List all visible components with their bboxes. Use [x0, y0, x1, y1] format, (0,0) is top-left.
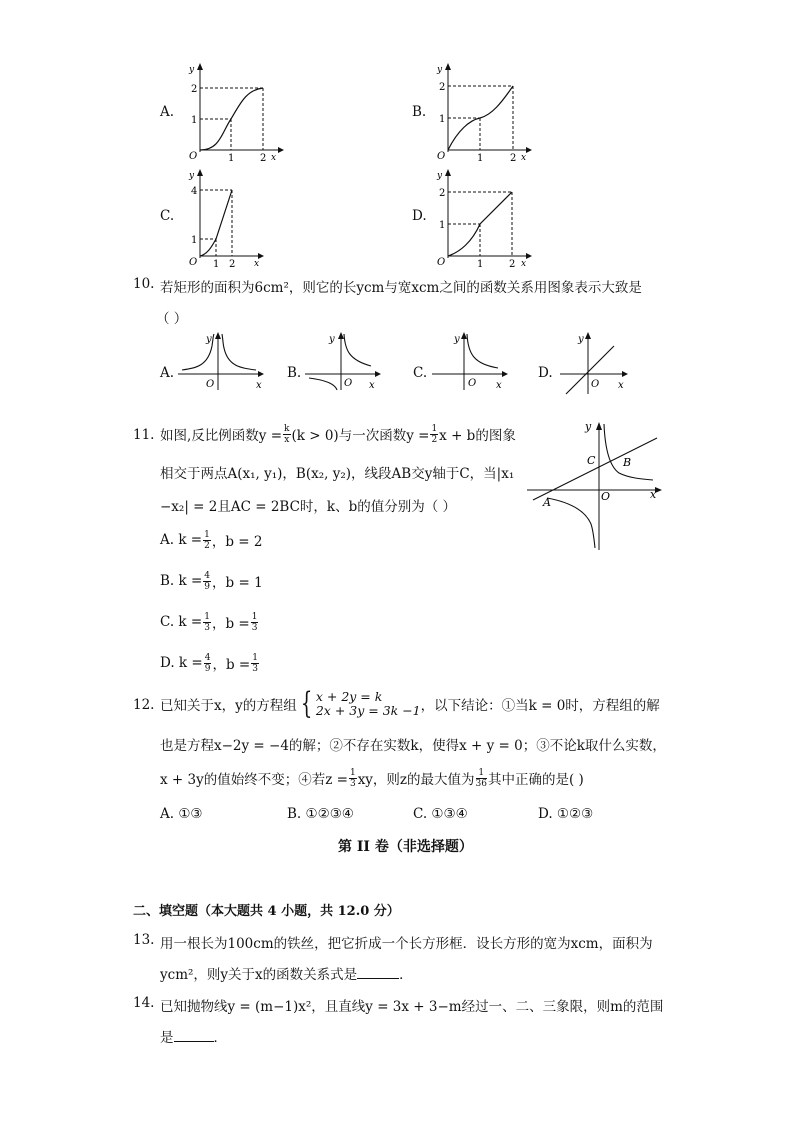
q10a-y: y [206, 334, 212, 345]
graph-d-origin: O [437, 257, 446, 268]
q9-option-b-label[interactable]: B. [412, 104, 427, 120]
q12-line-1 [160, 686, 660, 722]
q12-line1-a: 已知关于x，y的方程组 [160, 698, 297, 714]
graph-c-tick-x2: 2 [229, 259, 236, 270]
q10c-o: O [468, 378, 477, 389]
q12-option-b[interactable]: B. ①②③④ [287, 806, 354, 822]
q13-line-2: ycm²，则y关于x的函数关系式是 ． [160, 967, 413, 983]
q10b-o: O [344, 378, 353, 389]
q10d-y: y [578, 334, 584, 345]
q12-line-2: 也是方程x−2y = −4的解；②不存在实数k，使得x + y = 0；③不论k取什么实数， [160, 738, 666, 754]
q9-option-d-label[interactable]: D. [412, 208, 427, 224]
section-2-title: 二、填空题（本大题共 4 小题，共 12.0 分） [133, 904, 400, 919]
q11-fig-o: O [601, 490, 611, 503]
graph-d-y-label: y [437, 171, 443, 181]
q10-graph-c [430, 330, 515, 392]
graph-d-tick-1: 1 [439, 220, 446, 231]
graph-a-y-label: y [189, 65, 195, 75]
graph-b-x-label: x [521, 153, 527, 163]
q10b-x: x [369, 380, 375, 391]
q10-answer-paren[interactable]: （ ） [156, 311, 188, 327]
graph-d-tick-x1: 1 [477, 259, 484, 270]
q10d-x: x [618, 380, 624, 391]
q10b-y: y [329, 334, 335, 345]
q11-line-3: −x₂| = 2且AC = 2BC时，k、b的值分别为（ ） [160, 499, 457, 515]
q11-fig-a: A [543, 496, 551, 509]
q13-line-1: 用一根长为100cm的铁丝，把它折成一个长方形框．设长方形的宽为xcm，面积为 [160, 936, 653, 952]
q11-option-a[interactable]: A. k = $\frac{1}{2}$ ，b = 2 [160, 529, 263, 551]
q11-line1-b: (k > 0)与一次函数y = [291, 428, 430, 444]
graph-b-tick-1: 1 [439, 114, 446, 125]
q10-graph-b [303, 330, 388, 392]
q9-graph-d [428, 166, 533, 271]
graph-b-tick-x2: 2 [510, 153, 517, 164]
q12-eq2: 2x + 3y = 3k −1 [315, 703, 421, 718]
q11-fig-c: C [587, 454, 596, 467]
q14-number: 14. [133, 995, 155, 1011]
q10d-o: O [591, 379, 600, 390]
q14-line-1: 已知抛物线y = (m−1)x²，且直线y = 3x + 3−m经过一、二、三象限，则m的范围 [160, 999, 664, 1015]
q10-graph-a [176, 330, 271, 392]
q14-line-2: 是 ． [160, 1030, 227, 1046]
q11-number: 11. [133, 427, 155, 443]
part-2-title: 第 II 卷（非选择题） [338, 839, 473, 855]
graph-a-origin: O [189, 151, 198, 162]
graph-d-x-label: x [521, 259, 527, 269]
q11-option-b[interactable]: B. k = $\frac{4}{9}$ ，b = 1 [160, 570, 263, 592]
q10-number: 10. [133, 276, 155, 292]
q10-option-c[interactable]: C. [413, 365, 428, 381]
q11-frac-k-over-x: $\frac{k}{x}$ [284, 423, 290, 445]
graph-c-tick-4: 4 [191, 186, 198, 197]
q11-line1-a: 如图,反比例函数y = [160, 428, 283, 444]
graph-c-y-label: y [189, 171, 195, 181]
q12-line-3: x + 3y的值始终不变；④若z = $\frac{1}{3}$ xy，则z的最大值为 1 36 其中正确的是( ) [160, 767, 584, 789]
q12-equation-system: { x + 2y = k 2x + 3y = 3k −1 [300, 686, 421, 721]
q11-line1-c: x + b的图象 [439, 428, 516, 444]
graph-b-tick-2: 2 [439, 82, 446, 93]
q11-fig-y: y [585, 420, 592, 433]
q13-number: 13. [133, 932, 155, 948]
q11-option-d[interactable]: D. k = $\frac{4}{9}$ ，b = $\frac{1}{3}$ [160, 652, 258, 674]
q10-graph-d [558, 330, 638, 396]
q10c-y: y [454, 334, 460, 345]
q9-option-c-label[interactable]: C. [160, 208, 175, 224]
q14-answer-blank[interactable] [174, 1029, 214, 1042]
graph-c-x-label: x [254, 259, 260, 269]
q10-option-b[interactable]: B. [287, 365, 302, 381]
q11-figure [525, 418, 675, 553]
graph-a-tick-x1: 1 [228, 153, 235, 164]
q11-line-1 [160, 420, 516, 448]
q11-frac-half: $\frac{1}{2}$ [431, 423, 438, 445]
q12-option-a[interactable]: A. ①③ [160, 806, 203, 822]
q11-fig-b: B [623, 456, 632, 469]
q11-line-2: 相交于两点A(x₁, y₁)，B(x₂, y₂)，线段AB交y轴于C，当|x₁ [160, 466, 515, 482]
graph-d-tick-x2: 2 [509, 259, 516, 270]
graph-a-x-label: x [271, 153, 277, 163]
q11-option-c[interactable]: C. k = $\frac{1}{3}$ ，b = $\frac{1}{3}$ [160, 611, 258, 633]
q12-option-c[interactable]: C. ①③④ [413, 806, 468, 822]
q13-answer-blank[interactable] [357, 966, 399, 979]
graph-b-y-label: y [437, 65, 443, 75]
graph-b-tick-x1: 1 [477, 153, 484, 164]
q10-option-a[interactable]: A. [160, 365, 175, 381]
q10-stem: 若矩形的面积为6cm²，则它的长ycm与宽xcm之间的函数关系用图象表示大致是 [160, 280, 642, 296]
q11-fig-x: x [650, 488, 657, 501]
q9-graph-c [180, 166, 270, 271]
q9-graph-a [180, 60, 285, 165]
q12-option-d[interactable]: D. ①②③ [538, 806, 594, 822]
graph-c-tick-1: 1 [191, 235, 198, 246]
graph-c-origin: O [189, 257, 198, 268]
q12-line1-b: ，以下结论：①当k = 0时，方程组的解 [420, 698, 660, 714]
graph-b-origin: O [437, 151, 446, 162]
graph-c-tick-x1: 1 [213, 259, 220, 270]
q9-graph-b [428, 60, 533, 165]
graph-a-tick-1: 1 [191, 115, 198, 126]
q10-option-d[interactable]: D. [538, 365, 553, 381]
graph-a-tick-x2: 2 [260, 153, 267, 164]
q12-number: 12. [133, 697, 155, 713]
graph-d-tick-2: 2 [439, 188, 446, 199]
q9-option-a-label[interactable]: A. [160, 104, 175, 120]
q10c-x: x [496, 380, 502, 391]
q10a-o: O [206, 379, 215, 390]
q12-eq1: x + 2y = k [315, 689, 383, 704]
graph-a-tick-2: 2 [191, 84, 198, 95]
q10a-x: x [256, 380, 262, 391]
